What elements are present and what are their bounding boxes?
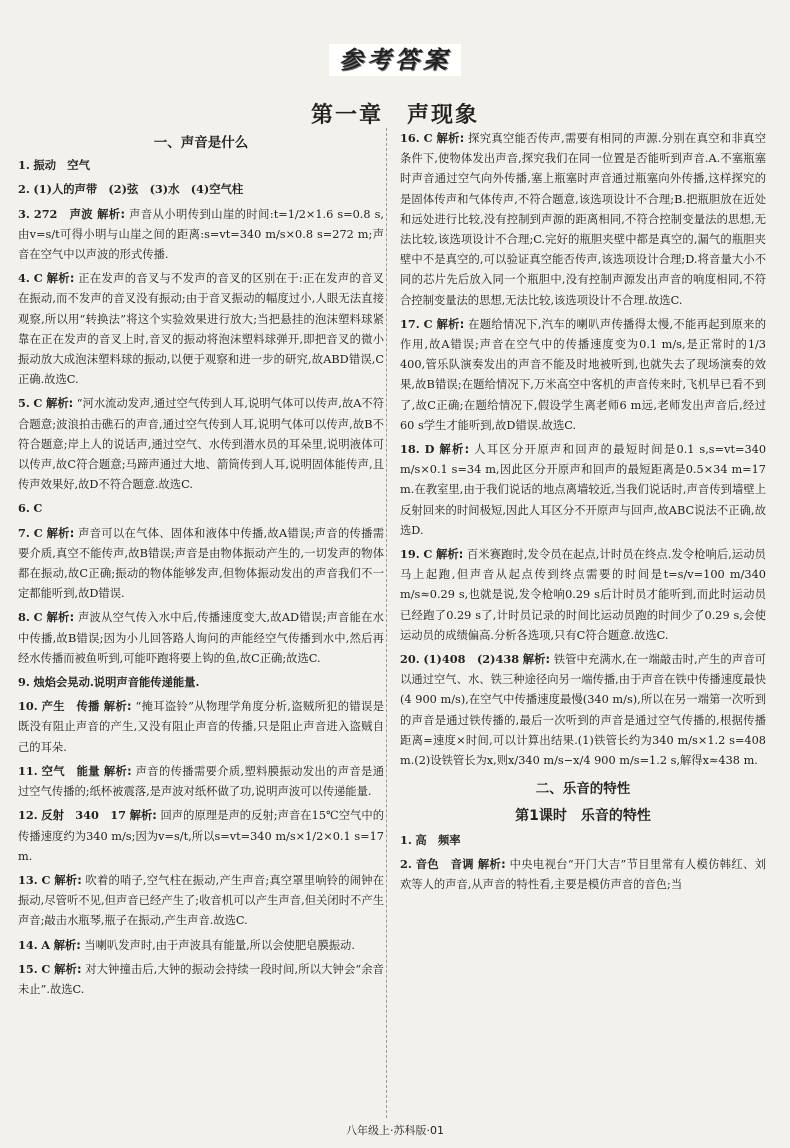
answer-value: 反射 340 17: [41, 808, 126, 823]
answer-number: 10.: [18, 699, 38, 714]
answer-item: [400, 854, 766, 895]
answer-value: D: [424, 442, 435, 457]
chapter-heading: [0, 98, 790, 129]
answer-value: (1)408 (2)438: [423, 652, 520, 667]
analysis-label: 解析:: [477, 857, 506, 871]
answer-value: C: [41, 872, 51, 887]
answer-item: [18, 268, 384, 390]
answer-number: 11.: [18, 763, 38, 778]
analysis-text: 声音从小明传到山崖的时间:t=1/2×1.6 s=0.8 s,由v=s/t可得小明与山崖之间的距离:s=vt=340 m/s×0.8 s=272 m;声音在空气中以声波的形式传播.: [18, 207, 384, 262]
answer-value: C: [33, 501, 43, 516]
answer-number: 6.: [18, 501, 30, 516]
answer-number: 9.: [18, 675, 30, 690]
title-text: 参考答案: [329, 44, 461, 76]
page-title: [0, 40, 790, 75]
answer-item: [400, 649, 766, 771]
left-column: [18, 133, 384, 1003]
right-answer-list-2: [400, 830, 766, 896]
analysis-label: 解析:: [436, 548, 464, 562]
analysis-label: 解析:: [46, 611, 75, 625]
analysis-text: 百米赛跑时,发令员在起点,计时员在终点.发令枪响后,运动员马上起跑,但声音从起点传到终点需要的时间是t=s/v=100 m/340 m/s≈0.29 s,也就是说,发令枪响0.29 s后计时员才能听到,而此时运动员已经跑了0.29 s了,计时员记录的时间比运动员跑的时间少了0.29 s,会使运动员的成绩偏高.分析各选项,只有C符合题意.故选C.: [400, 548, 766, 642]
analysis-label: 解析:: [103, 764, 132, 778]
answer-value: C: [33, 396, 43, 411]
column-divider: [386, 128, 387, 1118]
chapter-name: 声现象: [407, 103, 480, 128]
lesson-heading: 第1课时 乐音的特性: [515, 807, 651, 824]
answer-number: 8.: [18, 610, 30, 625]
analysis-text: 正在发声的音叉与不发声的音叉的区别在于:正在发声的音叉在振动,而不发声的音叉没有振动;由于音叉振动的幅度过小,人眼无法直接观察,所以用“转换法”将这个实验效果进行放大;当把悬挂的泡沫塑料球紧靠在正在发声的音叉上时,音叉的振动将泡沫塑料球弹开,即把音叉的微小振动放大成泡沫塑料球的振动,以便于观察和进一步的研究,故ABD错误,C正确.故选C.: [18, 272, 384, 387]
answer-item: [18, 935, 384, 956]
answer-number: 1.: [400, 832, 412, 847]
answer-number: 7.: [18, 525, 30, 540]
answer-number: 13.: [18, 872, 38, 887]
answer-number: 15.: [18, 961, 38, 976]
answer-item: [18, 498, 384, 519]
answer-number: 19.: [400, 547, 420, 562]
analysis-text: 在题给情况下,汽车的喇叭声传播得太慢,不能再起到原来的作用,故A错误;声音在空气中的传播速度变为0.1 m/s,是正常时的1/3 400,管乐队演奏发出的声音不能及时地被听到,也就失去了现场演奏的效果,故B错误;在题给情况下,万米高空中客机的声音传来时,飞机早已看不到了,故C正确;在题给情况下,假设学生离老师6 m远,老师发出声音后,经过60 s学生才能听到,故D错误.故选C.: [400, 317, 767, 432]
answer-item: [18, 523, 384, 605]
right-answer-list: [400, 128, 766, 771]
answer-number: 18.: [400, 442, 420, 457]
answer-item: [18, 805, 384, 867]
answer-item: [18, 696, 384, 758]
analysis-text: 当喇叭发声时,由于声波具有能量,所以会使肥皂膜振动.: [84, 938, 355, 952]
analysis-label: 解析:: [53, 938, 81, 952]
analysis-text: 声波从空气传入水中后,传播速度变大,故AD错误;声音能在水中传播,故B错误;因为小儿回答路人询问的声能经空气传播到水中,然后再经水传播而被鱼听到,可能吓跑将要上钩的鱼,故C正确;故选C.: [18, 611, 384, 665]
analysis-label: 解析:: [129, 809, 157, 823]
answer-number: 16.: [400, 131, 420, 145]
answer-value: 高 频率: [415, 832, 461, 847]
answer-value: 产生 传播: [41, 699, 100, 714]
analysis-label: 解析:: [46, 272, 75, 286]
analysis-text: “掩耳盗铃”从物理学角度分析,盗贼所犯的错误是既没有阻止声音的产生,又没有阻止声音的传播,只是阻止声音进入盗贼自己的耳朵.: [18, 700, 384, 754]
answer-number: 4.: [18, 271, 30, 286]
analysis-text: “河水流动发声,通过空气传到人耳,说明气体可以传声,故A不符合题意;波浪拍击礁石的声音,通过空气传到人耳,说明气体可以传声,故B不符合题意;岸上人的说话声,通过空气、水传到潜水员的耳朵里,说明液体可以传声,故C符合题意;马蹄声通过大地、箭筒传到人耳,说明固体能传声,且传声效果好,故D不符合题意.故选C.: [18, 397, 385, 492]
section-heading-2: 二、乐音的特性: [535, 781, 631, 798]
answer-number: 14.: [18, 937, 38, 952]
analysis-text: 对大钟撞击后,大钟的振动会持续一段时间,所以大钟会“余音未止”.故选C.: [18, 962, 384, 996]
answer-item: [18, 607, 384, 669]
answer-value: 振动 空气: [33, 158, 90, 173]
section-heading-1: 一、声音是什么: [153, 135, 249, 151]
answer-item: [18, 959, 384, 1000]
answer-number: 2.: [18, 182, 30, 197]
answer-number: 5.: [18, 396, 30, 411]
answer-item: [18, 155, 384, 176]
answer-value: 空气 能量: [41, 763, 100, 778]
answer-value: (1)人的声带 (2)弦 (3)水 (4)空气柱: [33, 182, 244, 197]
analysis-text: 探究真空能否传声,需要有相同的声源.分别在真空和非真空条件下,使物体发出声音,探究我们在同一位置是否能听到声音.A.不塞瓶塞时声音通过空气向外传播,塞上瓶塞时声音通过瓶塞向外传播,这样探究的是固体传声和气体传声,不符合题意,该选项设计不合理;B.把瓶胆放在近处和远处进行比较,没有控制到声源的距离相同,不符合控制变量法的思想,无法比较,该选项设计不合理;C.完好的瓶胆夹壁中都是真空的,漏气的瓶胆夹壁中不是真空的,可以验证真空能否传声,该选项设计合理;D.将音量大小不同的芯片先后放入同一个瓶胆中,没有控制声源发出声音的响度相同,不符合控制变量法的思想,无法比较,该选项设计不合理.故选C.: [400, 132, 767, 307]
answer-item: [400, 128, 766, 311]
answer-value: C: [33, 525, 43, 540]
chapter-number: 第一章: [310, 103, 383, 128]
answer-number: 20.: [400, 652, 420, 667]
answer-item: [400, 544, 766, 646]
analysis-label: 解析:: [54, 962, 82, 976]
answer-item: [400, 314, 766, 436]
answer-value: 烛焰会晃动.说明声音能传递能量.: [33, 675, 200, 690]
analysis-label: 解析:: [54, 873, 82, 887]
analysis-label: 解析:: [46, 397, 74, 411]
answer-item: [18, 179, 384, 200]
analysis-label: 解析:: [103, 700, 132, 714]
answer-item: [18, 393, 384, 495]
answer-number: 12.: [18, 808, 38, 823]
analysis-text: 吹着的哨子,空气柱在振动,产生声音;真空罩里响铃的闹钟在振动,尽管听不见,但声音已经产生了;收音机可以产生声音,但关闭时不产生声音;敲击水瓶琴,瓶子在振动,产生声音.故选C.: [18, 873, 384, 928]
answer-number: 2.: [400, 856, 412, 871]
answer-value: C: [33, 610, 43, 625]
answer-item: [400, 830, 766, 851]
answer-item: [18, 204, 384, 266]
answer-number: 17.: [400, 316, 420, 331]
analysis-label: 解析:: [436, 132, 465, 145]
answer-number: 1.: [18, 158, 30, 173]
answer-value: C: [33, 271, 43, 286]
answer-item: [18, 761, 384, 802]
answer-value: 272 声波: [33, 206, 94, 221]
analysis-label: 解析:: [97, 207, 126, 221]
analysis-label: 解析:: [436, 317, 465, 331]
analysis-text: 铁管中充满水,在一端敲击时,产生的声音可以通过空气、水、铁三种途径向另一端传播,由于声音在铁中传播速度最快(4 900 m/s),在空气中传播速度最慢(340 m/s),所以在另一端第一次听到的声音是通过铁传播的,最后一次听到的声音是通过空气传播的,根据传播距离=速度×时间,可以计算出结果.(1)铁管长约为340 m/s×1.2 s=408 m.(2)设铁管长为x,则x/340 m/s−x/4 900 m/s=1.2 s,解得x≈438 m.: [400, 653, 767, 768]
answer-value: C: [41, 961, 51, 976]
answer-value: 音色 音调: [415, 856, 474, 871]
answer-value: C: [423, 547, 433, 562]
analysis-label: 解析:: [439, 443, 470, 457]
analysis-text: 人耳区分开原声和回声的最短时间是0.1 s,s=vt=340 m/s×0.1 s=34 m,因此区分开原声和回声的最短距离是0.5×34 m=17 m.在教室里,由于我们说话的地点离墙较近,当我们说话时,声音传到墙壁上反射回来的时间极短,因此人耳区分不开原声与回声,故ABC说法不正确,故选D.: [400, 443, 767, 537]
analysis-text: 声音可以在气体、固体和液体中传播,故A错误;声音的传播需要介质,真空不能传声,故B错误;声音是由物体振动产生的,一切发声的物体都在振动,故C正确;振动的物体能够发声,但物体振动发出的声音我们不一定都能听到,故D错误.: [18, 526, 385, 601]
page-footer: 八年级上·苏科版·01: [346, 1124, 444, 1137]
right-column: [400, 128, 766, 898]
answer-item: [400, 439, 766, 541]
analysis-label: 解析:: [46, 526, 75, 540]
answer-value: C: [423, 131, 433, 145]
answer-item: [18, 870, 384, 932]
analysis-text: 回声的原理是声的反射;声音在15℃空气中的传播速度约为340 m/s;因为v=s/t,所以s=vt=340 m/s×1/2×0.1 s=17 m.: [18, 809, 385, 863]
analysis-label: 解析:: [522, 653, 551, 667]
answer-number: 3.: [18, 206, 30, 221]
left-answer-list: [18, 155, 384, 1000]
answer-value: C: [423, 316, 433, 331]
answer-value: A: [41, 937, 51, 952]
analysis-text: 中央电视台“开门大吉”节目里常有人模仿韩红、刘欢等人的声音,从声音的特性看,主要是模仿声音的音色;当: [400, 857, 766, 892]
analysis-text: 声音的传播需要介质,塑料膜振动发出的声音是通过空气传播的;纸杯被震落,是声波对纸杯做了功,说明声波可以传递能量.: [18, 764, 384, 799]
answer-item: [18, 672, 384, 693]
